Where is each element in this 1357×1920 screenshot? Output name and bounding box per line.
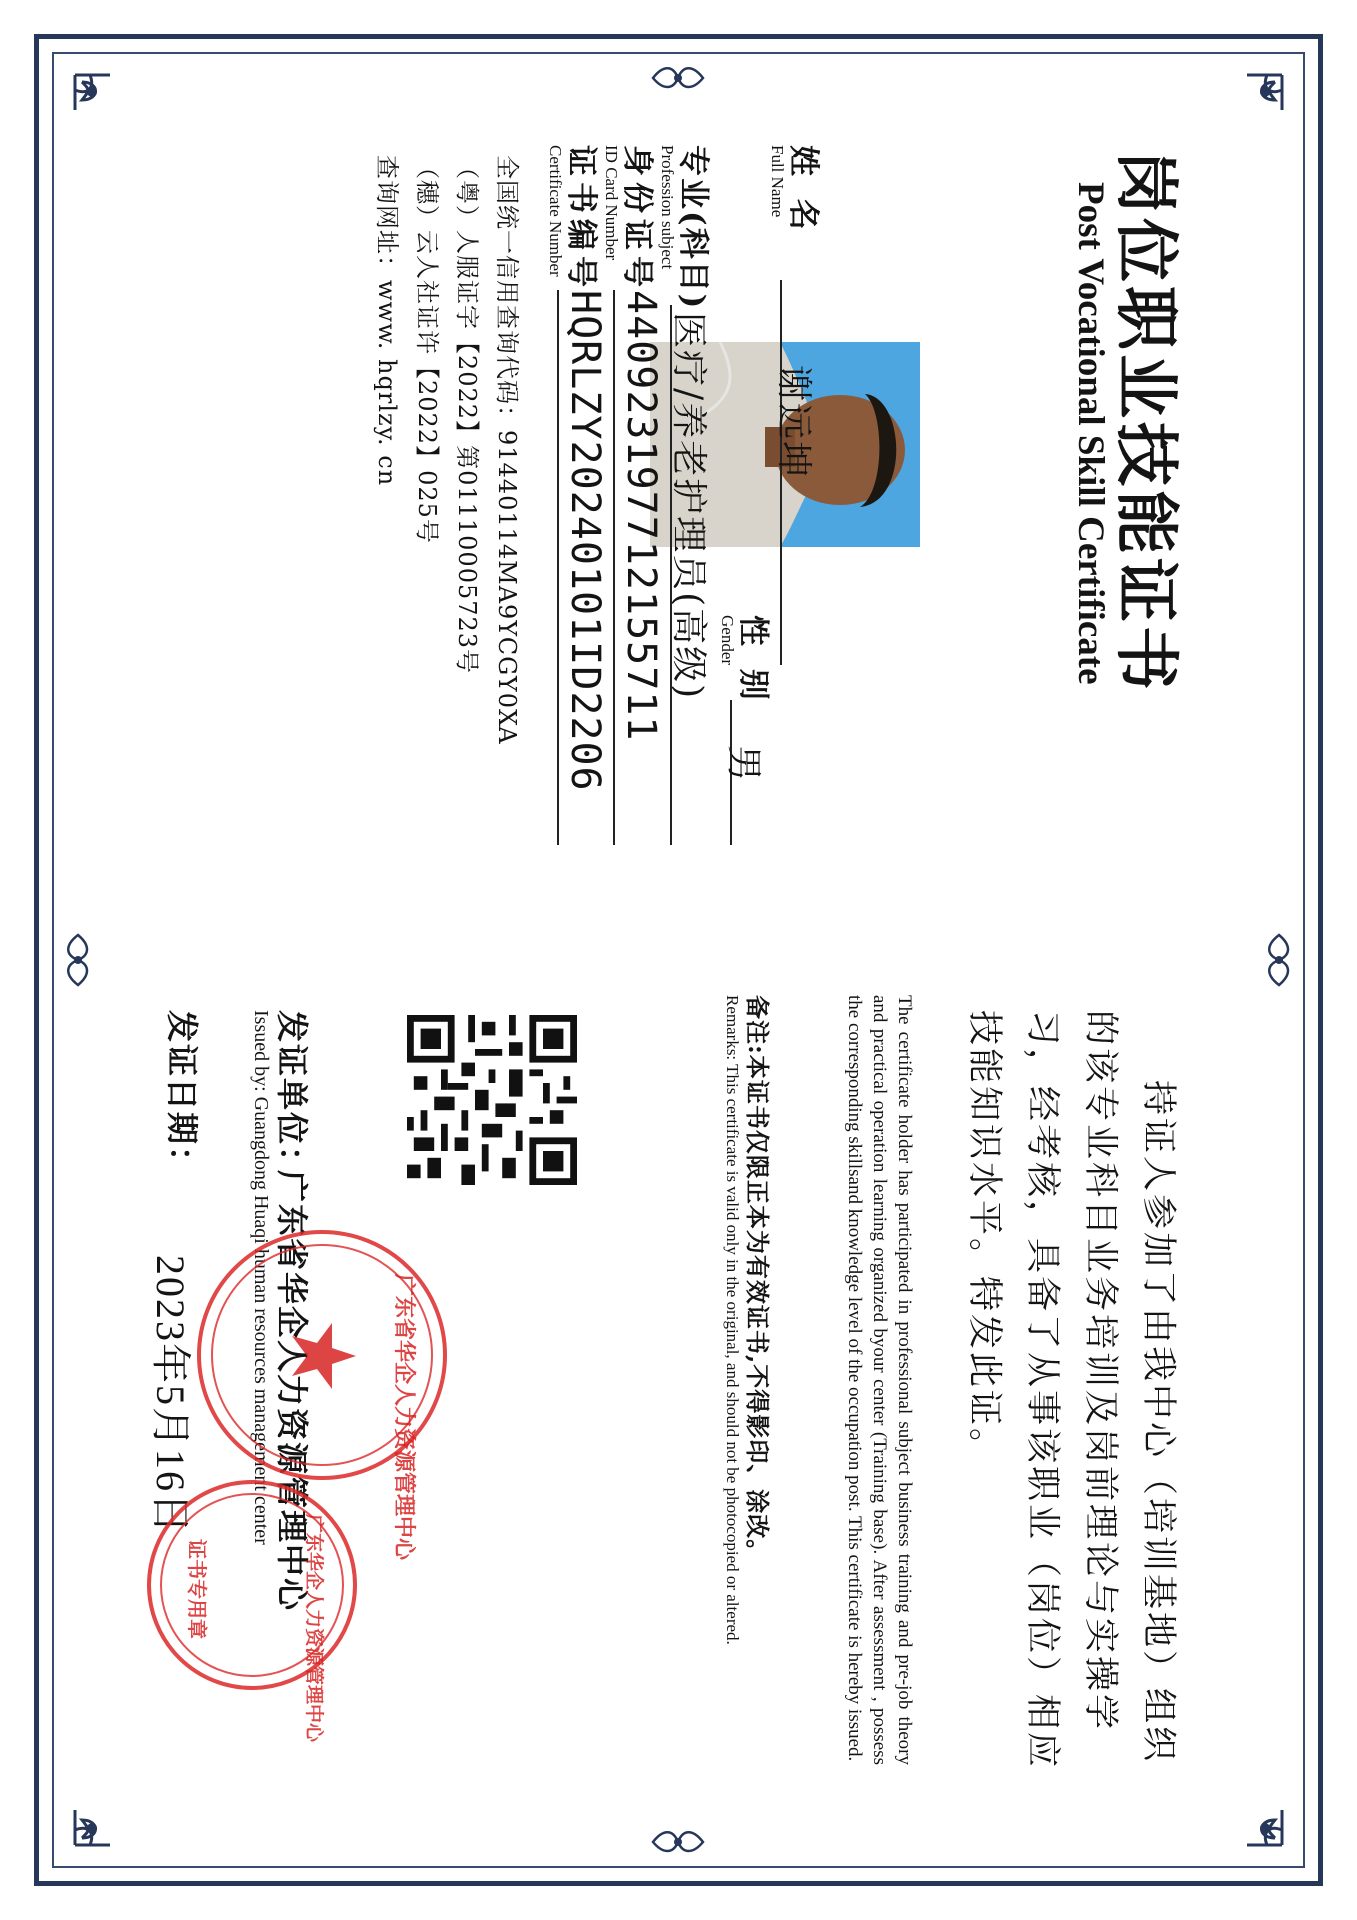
profession-label-en: Profession subject	[658, 145, 677, 270]
statement-chinese: 持证人参加了由我中心（培训基地）组织的该专业科目业务培训及岗前理论与实操学习，经考核，具备了从事该职业（岗位）相应技能知识水平。特发此证。	[964, 1010, 1178, 1771]
gender-label-cn: 性 别	[735, 615, 771, 706]
issue-date-label: 发证日期：	[163, 1010, 201, 1181]
gender-value: 男	[723, 745, 764, 784]
issuer-label-cn: 发证单位：	[273, 1010, 311, 1181]
profession-label-cn: 专业(科目)	[675, 145, 711, 311]
issue-date-value: 2023年5月16日	[148, 1255, 193, 1535]
certno-underline	[557, 290, 559, 845]
seal-1-text: 广东省华企人力资源管理中心	[391, 1274, 417, 1561]
name-value: 谢远坤	[773, 365, 814, 480]
idcard-value: 440923197712155711	[618, 290, 664, 742]
seal-2-subtext: 证书专用章	[185, 1539, 209, 1639]
license-line-1: （粤）人服证字【2022】第01110005723号	[453, 155, 481, 675]
credit-code: 全国统一信用查询代码：91440114MA9YCGY0XA	[493, 155, 521, 745]
remarks-chinese: 备注:本证书仅限正本为有效证书,不得影印、涂改。	[743, 995, 772, 1565]
certno-label-en: Certificate Number	[546, 145, 565, 277]
idcard-underline	[613, 290, 615, 845]
gender-label-en: Gender	[718, 615, 737, 666]
official-seal-2	[147, 1480, 357, 1743]
idcard-label-en: ID Card Number	[602, 145, 621, 261]
name-label-cn: 姓 名	[785, 145, 821, 236]
name-label-en: Full Name	[768, 145, 787, 218]
profession-value: 医疗/养老护理员(高级)	[668, 312, 709, 701]
title-chinese: 岗位职业技能证书	[1108, 150, 1183, 694]
certno-value: HQRLZY20240101ID2206	[562, 290, 608, 792]
seal-2-text: 广东华企人力资源管理中心	[303, 1514, 325, 1743]
qr-code	[407, 1015, 577, 1185]
license-line-2: （穗）云人社证许【2022】025号	[413, 155, 441, 544]
idcard-label-cn: 身份证号	[619, 145, 655, 293]
seal-star-icon	[288, 1321, 358, 1391]
certno-label-cn: 证书编号	[563, 145, 599, 293]
query-website: 查询网址：www. hqrlzy. cn	[373, 155, 401, 487]
title-english: Post Vocational Skill Certificate	[1070, 182, 1111, 685]
issuer-english: Issued by: Guangdong Huaqi human resources management center	[250, 1010, 272, 1545]
remarks-english: Remarks: This certificate is valid only in the original, and should not be photocopied or altered.	[723, 995, 742, 1645]
issuer-name-cn: 广东省华企人力资源管理中心	[273, 1170, 311, 1613]
statement-english: The certificate holder has participated in professional subject business training and pre-job theory and practical operation learning organized byour center (Training base). After assessment , possess the corresponding skillsand knowledge level of the occupation post. This certificate is hereby issued.	[844, 995, 915, 1765]
